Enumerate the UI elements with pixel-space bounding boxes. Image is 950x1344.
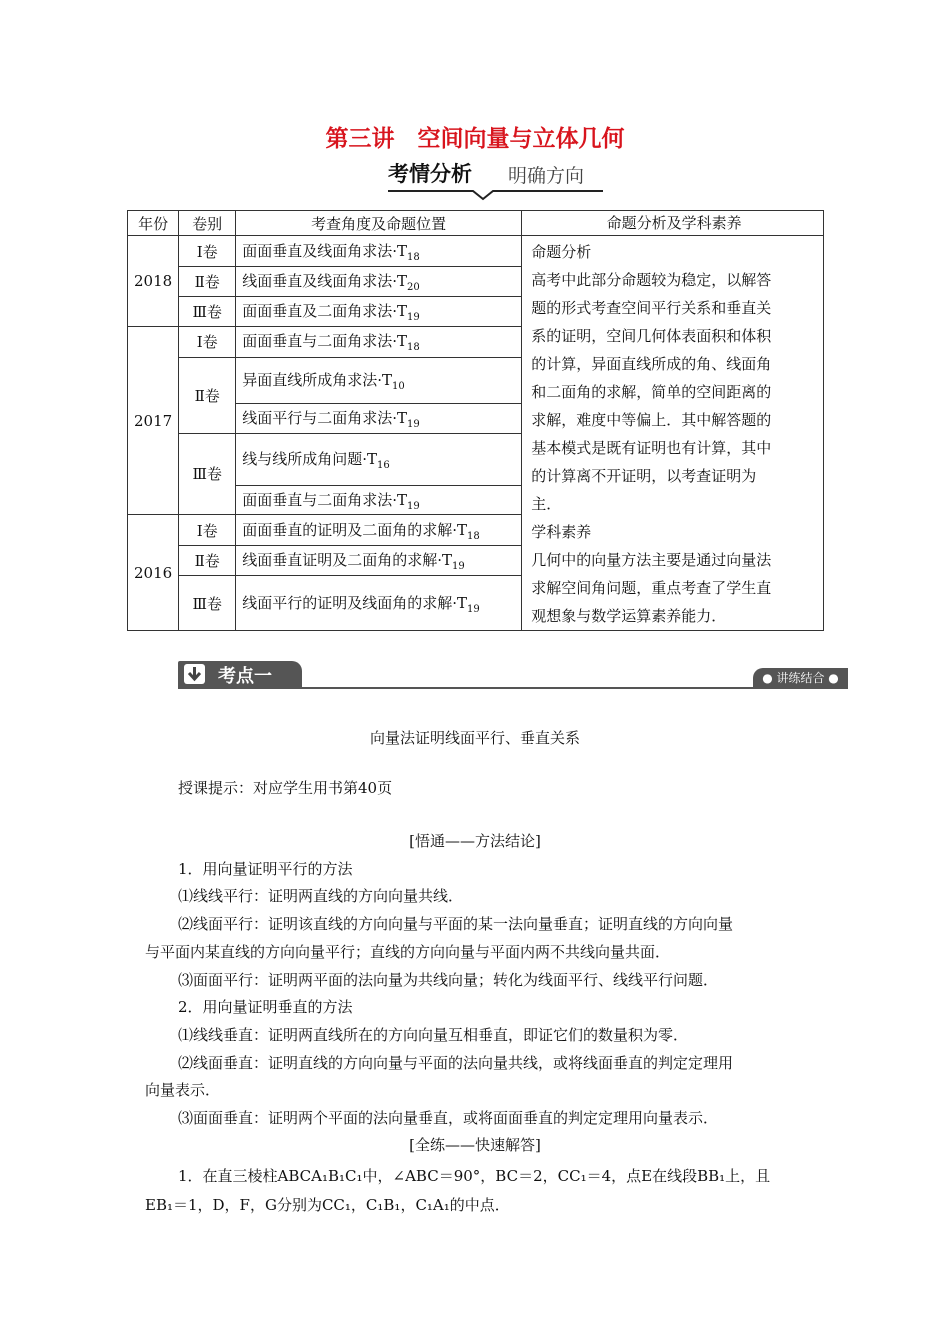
- topic-cell: 面面垂直与二面角求法$\cdot T_{19}$: [236, 486, 522, 515]
- topic-cell: 线面平行的证明及线面角的求解$\cdot T_{19}$: [236, 576, 522, 631]
- topic-cell: 面面垂直的证明及二面角的求解$\cdot T_{18}$: [236, 515, 522, 546]
- year-cell: 2017: [128, 327, 179, 515]
- topic-cell: 线面平行与二面角求法$\cdot T_{19}$: [236, 403, 522, 433]
- kaodian-label: 考点一: [218, 666, 272, 687]
- analysis-cell: [522, 236, 824, 631]
- literacy-heading: 学科素养: [531, 523, 592, 541]
- page-title: 第三讲 空间向量与立体几何: [325, 126, 625, 152]
- volume-cell: Ⅲ卷: [179, 433, 236, 515]
- table-row: [128, 236, 824, 267]
- topic-cell: 线面垂直及线面角求法$\cdot T_{20}$: [236, 267, 522, 297]
- header-analysis: 命题分析及学科素养: [522, 211, 824, 236]
- table-header-row: [128, 211, 824, 236]
- analysis-heading: 命题分析: [531, 243, 592, 261]
- section-title: 向量法证明线面平行、垂直关系: [369, 729, 580, 747]
- kaodian-bar: [178, 661, 848, 691]
- analysis-line: 求解空间角问题，重点考查了学生直: [531, 579, 772, 597]
- method-line: ⑴线线垂直：证明两直线所在的方向向量互相垂直，即证它们的数量积为零．: [178, 1026, 689, 1044]
- volume-cell: Ⅲ卷: [179, 576, 236, 631]
- banner-main-text: 考情分析: [388, 162, 472, 186]
- method-line: 2．用向量证明垂直的方法: [178, 998, 353, 1016]
- topic-cell: 面面垂直及二面角求法$\cdot T_{19}$: [236, 297, 522, 327]
- topic-cell: 异面直线所成角求法$\cdot T_{10}$: [236, 357, 522, 403]
- method-line: ⑶面面垂直：证明两个平面的法向量垂直，或将面面垂直的判定定理用向量表示．: [178, 1109, 719, 1127]
- header-topic: 考查角度及命题位置: [236, 211, 522, 236]
- method-line: ⑶面面平行：证明两平面的法向量为共线向量；转化为线面平行、线线平行问题．: [178, 971, 719, 989]
- kaodian-rule: [178, 687, 848, 689]
- analysis-line: 主．: [531, 495, 562, 513]
- volume-cell: Ⅰ卷: [179, 236, 236, 267]
- analysis-line: 的计算离不开证明，以考查证明为: [531, 467, 757, 485]
- volume-cell: Ⅰ卷: [179, 327, 236, 358]
- method-line: 1．用向量证明平行的方法: [178, 860, 353, 878]
- analysis-line: 几何中的向量方法主要是通过向量法: [531, 551, 772, 569]
- method-line: ⑵线面平行：证明该直线的方向向量与平面的某一法向量垂直；证明直线的方向向量: [178, 915, 734, 933]
- analysis-line: 的计算，异面直线所成的角、线面角: [531, 355, 772, 373]
- problem-line: EB₁＝1，D，F，G分别为CC₁，C₁B₁，C₁A₁的中点．: [145, 1196, 510, 1214]
- topic-cell: 线面垂直证明及二面角的求解$\cdot T_{19}$: [236, 546, 522, 576]
- analysis-line: 和二面角的求解，简单的空间距离的: [531, 383, 772, 401]
- volume-cell: Ⅱ卷: [179, 267, 236, 297]
- year-cell: 2018: [128, 236, 179, 327]
- method-line: ⑴线线平行：证明两直线的方向向量共线．: [178, 887, 464, 905]
- volume-cell: Ⅲ卷: [179, 297, 236, 327]
- arrow-down-icon: [184, 664, 205, 684]
- method-line: ⑵线面垂直：证明直线的方向向量与平面的法向量共线，或将线面垂直的判定定理用: [178, 1054, 734, 1072]
- method-line: 向量表示．: [145, 1081, 221, 1099]
- topic-cell: 面面垂直及线面角求法$\cdot T_{18}$: [236, 236, 522, 267]
- topic-cell: 面面垂直与二面角求法$\cdot T_{18}$: [236, 327, 522, 358]
- teaching-hint: 授课提示：对应学生用书第40页: [178, 779, 393, 797]
- analysis-line: 求解，难度中等偏上．其中解答题的: [531, 411, 772, 429]
- analysis-line: 观想象与数学运算素养能力．: [531, 607, 727, 625]
- volume-cell: Ⅰ卷: [179, 515, 236, 546]
- analysis-line: 系的证明，空间几何体表面积和体积: [531, 327, 772, 345]
- analysis-line: 题的形式考查空间平行关系和垂直关: [531, 299, 772, 317]
- analysis-line: 高考中此部分命题较为稳定，以解答: [531, 271, 772, 289]
- year-cell: 2016: [128, 515, 179, 631]
- volume-cell: Ⅱ卷: [179, 357, 236, 433]
- kaodian-tag: ● 讲练结合 ●: [753, 668, 848, 688]
- analysis-line: 基本模式是既有证明也有计算，其中: [531, 439, 772, 457]
- volume-cell: Ⅱ卷: [179, 546, 236, 576]
- banner-sub-text: 明确方向: [508, 165, 585, 187]
- problem-line: 1．在直三棱柱ABCA₁B₁C₁中，∠ABC＝90°，BC＝2，CC₁＝4，点E在线段BB₁上，且: [178, 1167, 771, 1185]
- method-line: 与平面内某直线的方向向量平行；直线的方向向量与平面内两不共线向量共面．: [145, 943, 671, 961]
- exam-analysis-table: [127, 210, 824, 631]
- header-year: 年份: [128, 211, 179, 236]
- methods-heading: [悟通——方法结论]: [409, 832, 541, 850]
- topic-cell: 线与线所成角问题$\cdot T_{16}$: [236, 433, 522, 486]
- practice-heading: [全练——快速解答]: [409, 1136, 541, 1154]
- header-volume: 卷别: [179, 211, 236, 236]
